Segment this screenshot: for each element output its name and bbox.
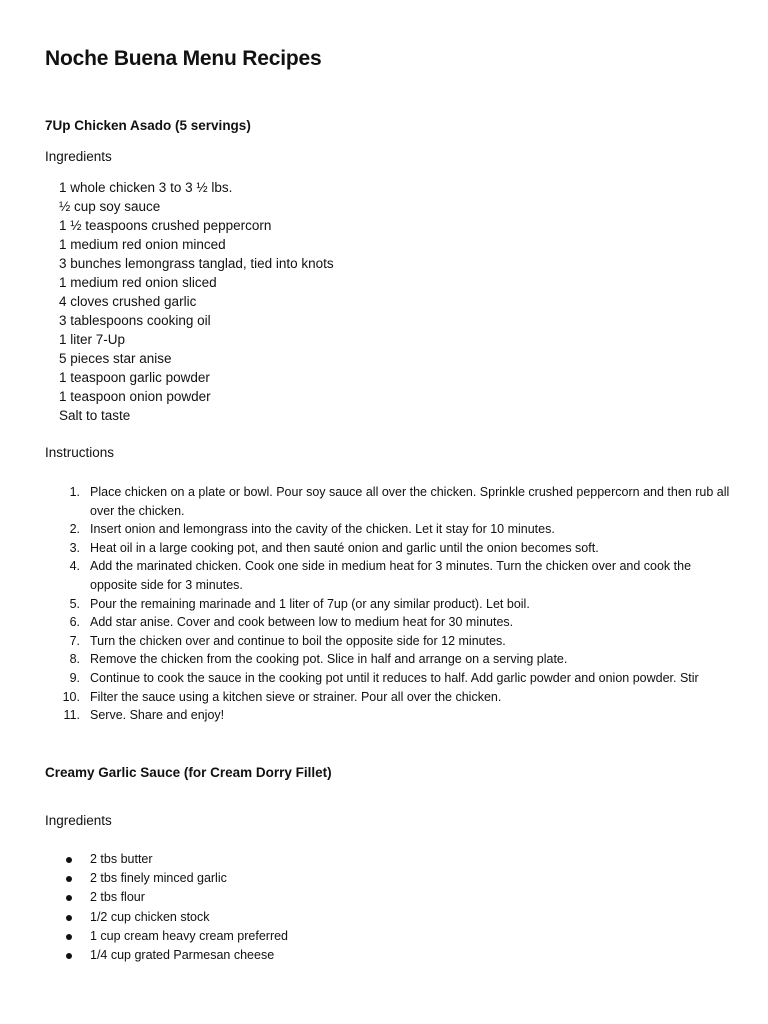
instruction-step <box>45 650 735 669</box>
step-text: Continue to cook the sauce in the cooking pot until it reduces to half. Add garlic powder and onion powder. Stir <box>90 670 699 685</box>
ingredient-item: 1 teaspoon garlic powder <box>59 370 210 385</box>
ingredient-item: Salt to taste <box>59 408 131 423</box>
ingredient-item <box>45 869 288 888</box>
instructions-heading: Instructions <box>45 445 115 460</box>
ingredient-item: 3 bunches lemongrass tanglad, tied into knots <box>59 256 334 271</box>
bullet-icon <box>66 857 72 863</box>
bullet-icon <box>66 895 72 901</box>
instruction-step <box>45 539 735 558</box>
instruction-step <box>45 595 735 614</box>
bullet-icon <box>66 915 72 921</box>
ingredient-item: 3 tablespoons cooking oil <box>59 313 211 328</box>
bullet-icon <box>66 953 72 959</box>
ingredient-item: 4 cloves crushed garlic <box>59 294 197 309</box>
step-number: 11. <box>63 708 80 723</box>
step-number: 1. <box>69 485 80 499</box>
ingredients-list <box>59 178 334 425</box>
step-number: 7. <box>69 633 80 648</box>
step-number: 5. <box>69 596 80 611</box>
recipe-title-chicken-asado: 7Up Chicken Asado (5 servings) <box>45 118 251 133</box>
step-number: 6. <box>69 615 80 630</box>
step-number: 2. <box>69 522 80 537</box>
ingredient-item <box>45 850 288 869</box>
ingredients-heading: Ingredients <box>45 149 112 164</box>
step-text: Insert onion and lemongrass into the cavity of the chicken. Let it stay for 10 minutes. <box>90 522 555 537</box>
ingredient-item: 1 medium red onion minced <box>59 237 226 252</box>
step-number: 9. <box>69 670 80 685</box>
step-text: Remove the chicken from the cooking pot. Slice in half and arrange on a serving plate. <box>90 652 568 667</box>
ingredient-text: 2 tbs butter <box>90 852 153 866</box>
ingredient-text: 1 cup cream heavy cream preferred <box>90 928 289 943</box>
step-text: Filter the sauce using a kitchen sieve or strainer. Pour all over the chicken. <box>90 689 502 704</box>
recipe-title-garlic-sauce: Creamy Garlic Sauce (for Cream Dorry Fillet) <box>45 765 332 780</box>
instruction-step <box>45 632 735 651</box>
instruction-step <box>45 483 735 520</box>
instructions-list <box>45 483 735 725</box>
step-number: 4. <box>69 559 80 574</box>
ingredient-text: 2 tbs flour <box>90 890 145 905</box>
instruction-step <box>45 669 735 688</box>
ingredient-item: 1 teaspoon onion powder <box>59 389 211 404</box>
bulleted-ingredients-list <box>45 850 288 965</box>
step-text: Heat oil in a large cooking pot, and then sauté onion and garlic until the onion becomes soft. <box>90 540 599 555</box>
bullet-icon <box>66 876 72 882</box>
step-number: 10. <box>62 689 80 704</box>
ingredient-item <box>45 927 288 946</box>
instruction-step <box>45 520 735 539</box>
ingredient-item: ½ cup soy sauce <box>59 199 161 214</box>
document-title: Noche Buena Menu Recipes <box>45 47 322 70</box>
instruction-step <box>45 613 735 632</box>
ingredient-item <box>45 946 288 965</box>
step-text: Place chicken on a plate or bowl. Pour soy sauce all over the chicken. Sprinkle crushed peppercorn and then rub all over the chicken. <box>90 485 730 518</box>
ingredient-text: 1/2 cup chicken stock <box>90 909 210 924</box>
ingredient-item: 1 liter 7-Up <box>59 332 126 347</box>
ingredient-text: 1/4 cup grated Parmesan cheese <box>90 947 275 962</box>
bullet-icon <box>66 934 72 940</box>
step-number: 3. <box>69 540 80 555</box>
ingredient-item: 1 whole chicken 3 to 3 ½ lbs. <box>59 180 233 195</box>
ingredient-item: 5 pieces star anise <box>59 351 172 366</box>
ingredient-item <box>45 888 288 907</box>
step-number: 8. <box>69 652 80 667</box>
ingredients-heading: Ingredients <box>45 813 112 828</box>
step-text: Add the marinated chicken. Cook one side in medium heat for 3 minutes. Turn the chicken over and cook the opposite side for 3 minutes. <box>90 559 692 592</box>
ingredient-text: 2 tbs finely minced garlic <box>90 871 227 886</box>
ingredient-item: 1 medium red onion sliced <box>59 275 217 290</box>
ingredient-item <box>45 908 288 927</box>
step-text: Turn the chicken over and continue to boil the opposite side for 12 minutes. <box>90 633 506 648</box>
step-text: Serve. Share and enjoy! <box>90 708 225 723</box>
ingredient-item: 1 ½ teaspoons crushed peppercorn <box>59 218 272 233</box>
instruction-step <box>45 688 735 707</box>
step-text: Add star anise. Cover and cook between low to medium heat for 30 minutes. <box>90 615 514 630</box>
instruction-step <box>45 706 735 725</box>
step-text: Pour the remaining marinade and 1 liter of 7up (or any similar product). Let boil. <box>90 596 530 611</box>
instruction-step <box>45 557 735 594</box>
